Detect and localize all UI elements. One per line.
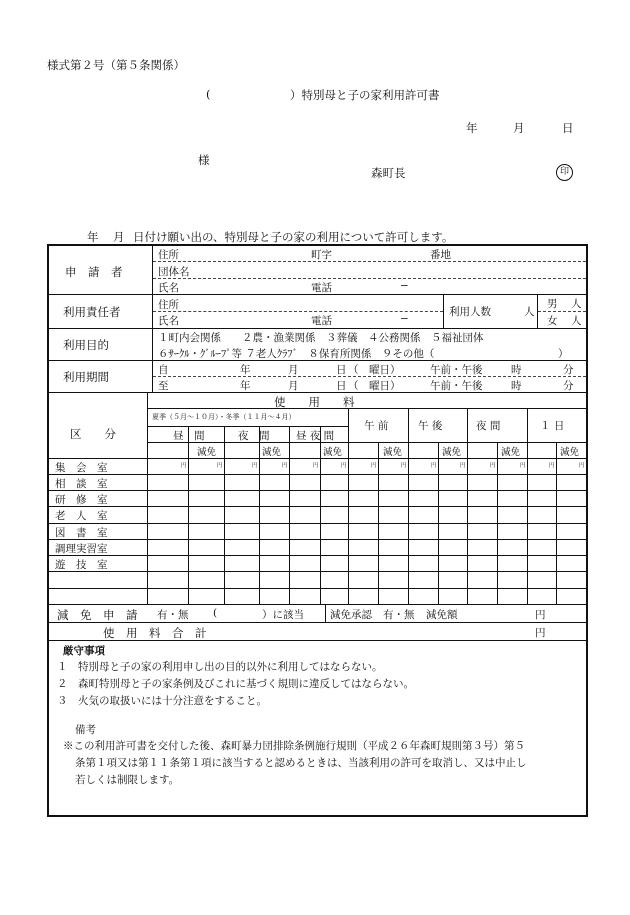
title-open-paren: ( <box>206 87 211 101</box>
room-label: 遊 技 室 <box>55 559 108 571</box>
period-from-hour: 時 <box>511 364 522 376</box>
reduced-header-morning: 減免 <box>383 447 403 458</box>
reduced-header-daytime: 減免 <box>197 447 217 458</box>
reduction-yes-no: 有・無 <box>157 609 189 621</box>
applicant-phone-label: 電話 <box>311 282 332 294</box>
purpose-label: 利用目的 <box>63 338 109 352</box>
remarks-line: 若しくは制限します。 <box>75 774 180 786</box>
reduced-header-night: 減免 <box>262 447 282 458</box>
rule-item: ３ 火気の取扱いには十分注意をすること。 <box>57 695 267 707</box>
manager-phone-dash: − <box>400 313 409 325</box>
manager-label: 利用責任者 <box>63 305 121 319</box>
applicant-address-label: 住所 <box>158 249 179 261</box>
date-day: 日 <box>562 121 574 135</box>
applicant-name-label: 氏名 <box>158 282 179 294</box>
reduced-header-evening: 減免 <box>501 447 521 458</box>
room-label: 研 修 室 <box>55 494 108 506</box>
season-label: 夏季（５月～１０月）・冬季（１１月～４月） <box>152 413 296 421</box>
manager-name-label: 氏名 <box>158 315 179 327</box>
yen-marker: 円 <box>217 463 223 469</box>
rules-heading: 厳守事項 <box>63 645 105 657</box>
remarks-line: ※この利用許可書を交付した後、森町暴力団排除条例施行規則（平成２６年森町規則第３号）第５ <box>63 740 525 752</box>
reduction-amount-yen: 円 <box>535 609 546 621</box>
male-unit: 人 <box>571 298 582 310</box>
period-from-ampm: 午前・午後 <box>430 364 483 376</box>
reduction-paren-open: ( <box>213 607 218 619</box>
female-label: 女 <box>547 315 558 327</box>
total-fee-label: 使 用 料 合 計 <box>103 626 207 640</box>
room-label: 集 会 室 <box>55 462 108 474</box>
evening-header: 夜 間 <box>476 420 501 432</box>
period-to-hour: 時 <box>511 380 522 392</box>
manager-count-unit: 人 <box>524 306 535 318</box>
applicant-phone-dash: − <box>400 280 409 292</box>
yen-marker: 円 <box>490 463 496 469</box>
applicant-lot-label: 番地 <box>430 249 451 261</box>
intro-year: 年 <box>87 230 99 244</box>
yen-marker: 円 <box>252 463 258 469</box>
reduction-applicable: ）に該当 <box>262 609 304 621</box>
male-label: 男 <box>547 298 558 310</box>
seal-mark: 印 <box>556 164 573 181</box>
yen-marker: 円 <box>401 463 407 469</box>
reduced-header-day-night: 減免 <box>323 447 343 458</box>
reduction-application-label: 減 免 申 請 <box>57 608 138 622</box>
period-to-day: 日 <box>336 380 347 392</box>
yen-marker: 円 <box>460 463 466 469</box>
period-label: 利用期間 <box>63 370 109 384</box>
reduction-amount-label: 減免額 <box>426 609 458 621</box>
issuer: 森町長 <box>371 166 406 180</box>
yen-marker: 円 <box>520 463 526 469</box>
period-from-month: 月 <box>288 364 299 376</box>
period-to-minute: 分 <box>563 380 574 392</box>
document-title: ）特別母と子の家利用許可書 <box>290 88 440 102</box>
yen-marker: 円 <box>313 463 319 469</box>
approval-yes-no: 有・無 <box>383 609 415 621</box>
room-label: 図 書 室 <box>55 527 108 539</box>
manager-address-label: 住所 <box>158 299 179 311</box>
yen-marker: 円 <box>431 463 437 469</box>
usage-fee-header: 使 用 料 <box>274 395 355 409</box>
yen-marker: 円 <box>341 463 347 469</box>
female-unit: 人 <box>571 315 582 327</box>
reduced-header-afternoon: 減免 <box>442 447 462 458</box>
morning-header: 午 前 <box>364 420 389 432</box>
rule-item: ２ 森町特別母と子の家条例及びこれに基づく規則に違反してはならない。 <box>57 678 414 690</box>
yen-marker: 円 <box>181 463 187 469</box>
yen-marker: 円 <box>282 463 288 469</box>
period-from-day: 日 <box>336 364 347 376</box>
yen-marker: 円 <box>549 463 555 469</box>
rule-item: １ 特別母と子の家の利用申し出の目的以外に利用してはならない。 <box>57 661 383 673</box>
period-from-year: 年 <box>240 364 251 376</box>
day-night-header: 昼 夜 間 <box>296 430 335 442</box>
one-day-header: １ 日 <box>540 420 565 432</box>
room-label: 調理実習室 <box>55 543 108 555</box>
applicant-group-label: 団体名 <box>158 266 190 278</box>
period-to-year: 年 <box>240 380 251 392</box>
room-label: 老 人 室 <box>55 510 108 522</box>
remarks-heading: 備考 <box>75 724 96 736</box>
manager-count-label: 利用人数 <box>449 306 491 318</box>
period-from: 自 <box>158 364 169 376</box>
manager-phone-label: 電話 <box>311 315 332 327</box>
period-to-month: 月 <box>288 380 299 392</box>
purpose-line-2: ６ｻｰｸﾙ・ｸﾞﾙｰﾌﾟ等 ７老人ｸﾗﾌﾞ ８保育所関係 ９その他（ <box>158 348 435 360</box>
intro-text: 日付け願い出の、特別母と子の家の利用について許可します。 <box>133 230 454 244</box>
purpose-line-1: １町内会関係 ２農・漁業関係 ３葬儀 ４公務関係 ５福祉団体 <box>158 332 484 344</box>
applicant-town-label: 町字 <box>311 249 332 261</box>
room-label: 相 談 室 <box>55 478 108 490</box>
remarks-line: 条第１項又は第１１条第１項に該当すると認めるときは、当該利用の許可を取消し、又は中止し <box>75 757 527 769</box>
date-month: 月 <box>513 121 525 135</box>
total-fee-yen: 円 <box>535 627 546 639</box>
period-to-weekday: （ 曜日） <box>348 380 401 392</box>
yen-marker: 円 <box>371 463 377 469</box>
period-from-weekday: （ 曜日） <box>348 364 401 376</box>
yen-marker: 円 <box>579 463 585 469</box>
purpose-close-paren: ） <box>558 348 569 360</box>
daytime-header: 昼 間 <box>173 430 205 442</box>
applicant-label: 申 請 者 <box>65 265 123 279</box>
addressee-suffix: 様 <box>198 153 210 167</box>
period-to: 至 <box>158 380 169 392</box>
reduced-header-one-day: 減免 <box>560 447 580 458</box>
form-number: 様式第２号（第５条関係） <box>47 58 185 72</box>
date-year: 年 <box>466 121 478 135</box>
intro-month: 月 <box>113 230 125 244</box>
reduction-approval-label: 減免承認 <box>330 609 372 621</box>
night-header: 夜 間 <box>238 430 270 442</box>
period-to-ampm: 午前・午後 <box>430 380 483 392</box>
period-from-minute: 分 <box>563 364 574 376</box>
section-label: 区 分 <box>70 427 116 441</box>
afternoon-header: 午 後 <box>418 420 443 432</box>
